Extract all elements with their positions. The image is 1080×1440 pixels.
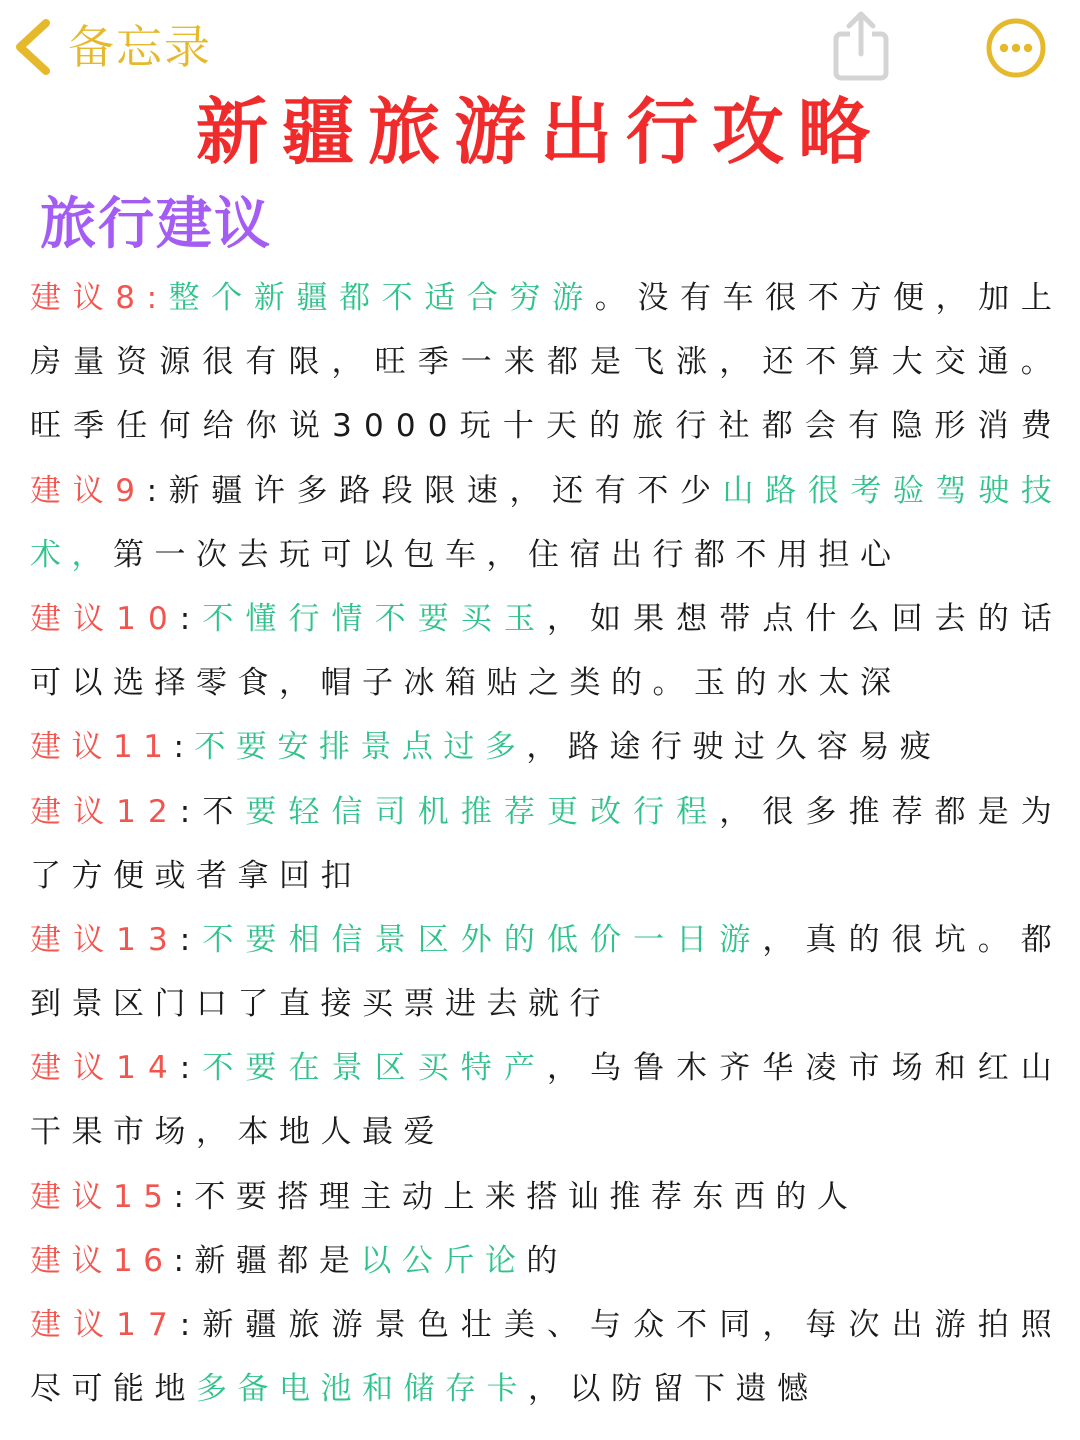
note-line: 术 ， 第 一 次 去 玩 可 以 包 车 ， 住 宿 出 行 都 不 用 担 心 bbox=[30, 536, 891, 573]
note-line: 建 议 1 1 : 不 要 安 排 景 点 过 多 ， 路 途 行 驶 过 久 容 易 疲 bbox=[30, 729, 931, 766]
more-options-button[interactable] bbox=[985, 17, 1047, 79]
note-line: 建 议 1 6 : 新 疆 都 是 以 公 斤 论 的 bbox=[30, 1242, 558, 1279]
note-line: 建 议 1 0 : 不 懂 行 情 不 要 买 玉 ， 如 果 想 带 点 什 么 回 去 的 话 bbox=[30, 600, 1052, 637]
note-line: 房 量 资 源 很 有 限 ， 旺 季 一 来 都 是 飞 涨 ， 还 不 算 大 交 通 。 bbox=[30, 344, 1052, 381]
chevron-left-icon bbox=[10, 17, 58, 77]
note-line: 到 景 区 门 口 了 直 接 买 票 进 去 就 行 bbox=[30, 986, 601, 1023]
section-heading: 旅行建议 bbox=[40, 192, 272, 257]
share-icon bbox=[830, 8, 892, 82]
note-line: 干 果 市 场 ， 本 地 人 最 爱 bbox=[30, 1114, 435, 1151]
note-line: 尽 可 能 地 多 备 电 池 和 储 存 卡 ， 以 防 留 下 遗 憾 bbox=[30, 1371, 808, 1408]
note-line: 可 以 选 择 零 食 ， 帽 子 冰 箱 贴 之 类 的 。 玉 的 水 太 深 bbox=[30, 665, 891, 702]
back-label: 备忘录 bbox=[68, 20, 212, 74]
back-button[interactable] bbox=[10, 14, 212, 80]
note-line: 建 议 1 5 : 不 要 搭 理 主 动 上 来 搭 讪 推 荐 东 西 的 人 bbox=[30, 1178, 848, 1215]
page-title: 新疆旅游出行攻略 bbox=[195, 90, 884, 174]
note-line: 旺 季 任 何 给 你 说 3 0 0 0 玩 十 天 的 旅 行 社 都 会 有 隐 形 消 费 bbox=[30, 408, 1052, 445]
note-body bbox=[30, 266, 1052, 1421]
note-line: 建 议 1 2 : 不 要 轻 信 司 机 推 荐 更 改 行 程 ， 很 多 推 荐 都 是 为 bbox=[30, 793, 1052, 830]
top-navigation-bar bbox=[0, 0, 1080, 95]
more-dots-icon bbox=[985, 17, 1047, 79]
note-line: 建 议 9 : 新 疆 许 多 路 段 限 速 ， 还 有 不 少 山 路 很 考 验 驾 驶 技 bbox=[30, 472, 1052, 509]
note-line: 了 方 便 或 者 拿 回 扣 bbox=[30, 857, 352, 894]
note-line: 建 议 1 7 : 新 疆 旅 游 景 色 壮 美 、 与 众 不 同 ， 每 次 出 游 拍 照 bbox=[30, 1307, 1052, 1343]
share-button[interactable] bbox=[830, 8, 892, 82]
note-line: 建 议 1 3 : 不 要 相 信 景 区 外 的 低 价 一 日 游 ， 真 的 很 坑 。 都 bbox=[30, 921, 1052, 958]
note-line: 建 议 8 : 整 个 新 疆 都 不 适 合 穷 游 。 没 有 车 很 不 方 便 ， 加 上 bbox=[30, 280, 1052, 316]
note-line: 建 议 1 4 : 不 要 在 景 区 买 特 产 ， 乌 鲁 木 齐 华 凌 市 场 和 红 山 bbox=[30, 1050, 1052, 1087]
